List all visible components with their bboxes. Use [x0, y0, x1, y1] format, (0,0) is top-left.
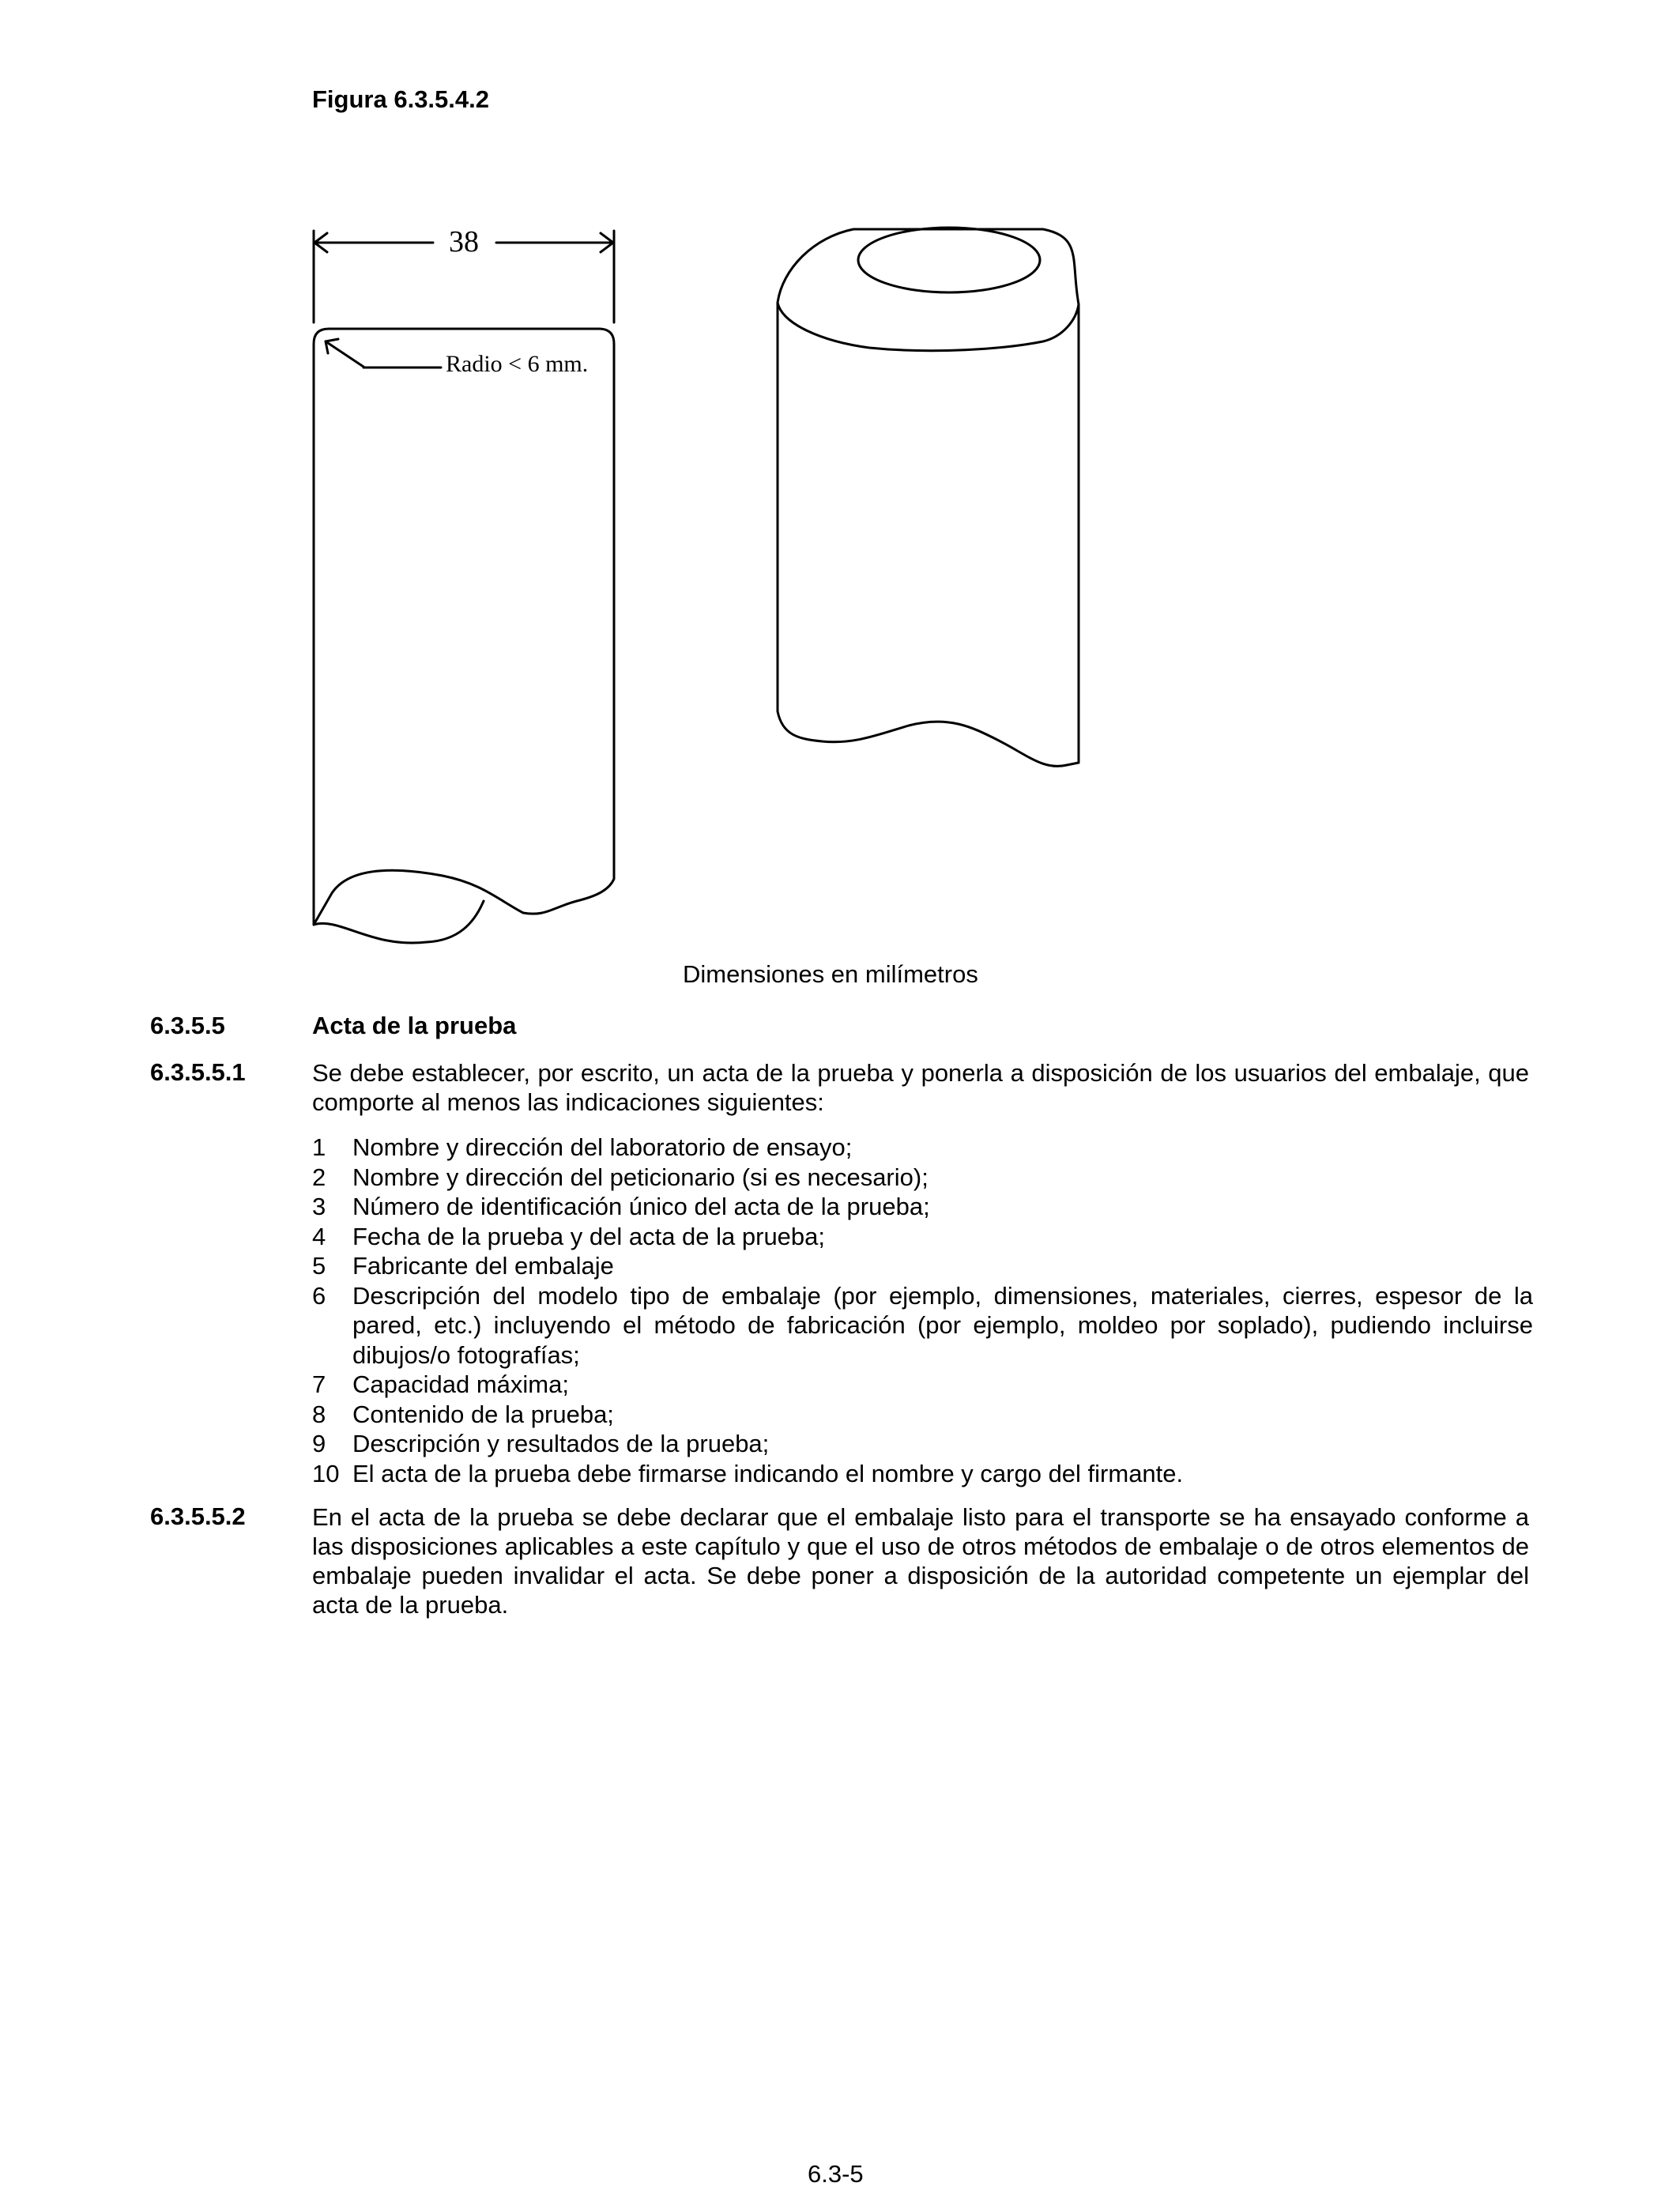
list-item — [312, 1429, 1533, 1459]
list-item-text: Número de identificación único del acta de la prueba; — [352, 1193, 930, 1220]
list-item-text: Capacidad máxima; — [352, 1370, 569, 1398]
figure-drawing — [0, 0, 1680, 948]
list-item — [312, 1163, 1533, 1193]
list-item-number: 7 — [312, 1370, 326, 1398]
list-item-text: Descripción y resultados de la prueba; — [352, 1430, 770, 1457]
list-item — [312, 1370, 1533, 1400]
list-item-number: 1 — [312, 1133, 326, 1161]
figure-caption: Dimensiones en milímetros — [683, 960, 978, 988]
paragraph-number: 6.3.5.5.1 — [150, 1058, 246, 1086]
list-item-number: 6 — [312, 1281, 326, 1310]
requirements-list — [312, 1133, 1533, 1488]
list-item — [312, 1251, 1533, 1281]
figure-title: Figura 6.3.5.4.2 — [312, 85, 489, 113]
radius-label: Radio < 6 mm. — [446, 351, 589, 377]
list-item-number: 3 — [312, 1193, 326, 1220]
list-item-text: Fecha de la prueba y del acta de la prueba; — [352, 1222, 826, 1250]
list-item-number: 9 — [312, 1430, 326, 1457]
list-item-text: Fabricante del embalaje — [352, 1252, 614, 1280]
list-item — [312, 1192, 1533, 1222]
list-item-number: 2 — [312, 1163, 326, 1191]
list-item — [312, 1459, 1533, 1489]
paragraph-text: En el acta de la prueba se debe declarar que el embalaje listo para el transporte se ha ensayado conforme a las disposiciones aplicables a este capítulo y que el uso de otros métodos de embalaje o de otros elementos de embalaje pueden invalidar el acta. Se debe poner a disposición de la autoridad competente un ejemplar del acta de la prueba. — [312, 1503, 1529, 1619]
list-item — [312, 1281, 1533, 1370]
list-item — [312, 1133, 1533, 1163]
page-number: 6.3-5 — [808, 2160, 864, 2188]
list-item-text: Contenido de la prueba; — [352, 1400, 614, 1428]
list-item-text: Nombre y dirección del laboratorio de ensayo; — [352, 1133, 853, 1161]
section-title: Acta de la prueba — [312, 1012, 517, 1039]
list-item-number: 8 — [312, 1400, 326, 1428]
dimension-value: 38 — [449, 225, 479, 258]
radius-leader — [326, 339, 441, 368]
list-item-number: 5 — [312, 1252, 326, 1280]
list-item — [312, 1400, 1533, 1430]
list-item-text: Descripción del modelo tipo de embalaje (por ejemplo, dimensiones, materiales, cierres, espesor de la pared, etc.) incluyendo el método de fabricación (por ejemplo, moldeo por soplado), pudiendo incluirse dibujos/o fotografías; — [352, 1281, 1533, 1369]
paragraph-number: 6.3.5.5.2 — [150, 1502, 246, 1530]
list-item-text: Nombre y dirección del peticionario (si es necesario); — [352, 1163, 929, 1191]
impactor-side-view — [314, 329, 614, 925]
list-item-number: 10 — [312, 1459, 340, 1487]
list-item-number: 4 — [312, 1222, 326, 1250]
impactor-perspective-view — [778, 228, 1079, 766]
paragraph-text: Se debe establecer, por escrito, un acta de la prueba y ponerla a disposición de los usuarios del embalaje, que comporte al menos las indicaciones siguientes: — [312, 1059, 1529, 1116]
list-item-text: El acta de la prueba debe firmarse indicando el nombre y cargo del firmante. — [352, 1459, 1184, 1487]
list-item — [312, 1222, 1533, 1252]
section-number: 6.3.5.5 — [150, 1012, 225, 1039]
